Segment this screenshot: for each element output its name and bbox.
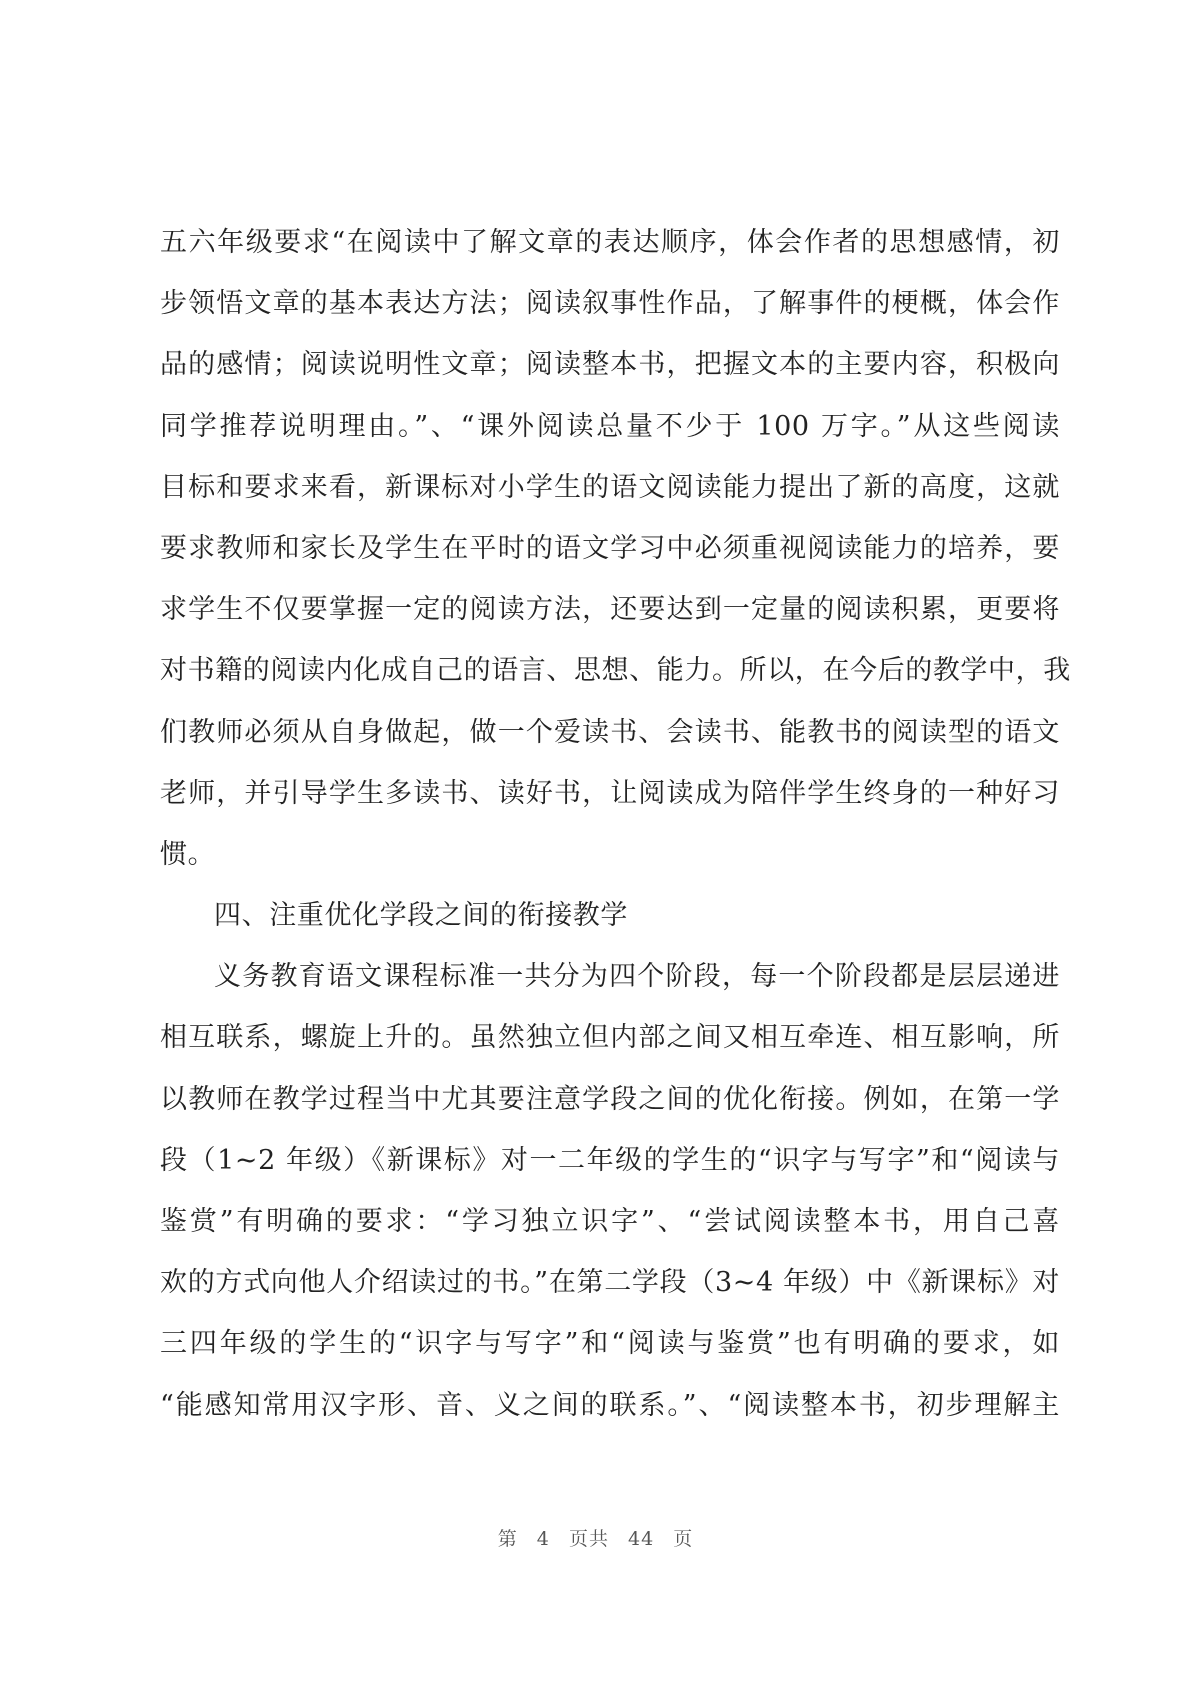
text-line: 惯。 bbox=[160, 838, 216, 870]
text-line: 欢的方式向他人介绍读过的书。”在第二学段（3~4 年级）中《新课标》对 bbox=[160, 1267, 1060, 1299]
text-line: 三四年级的学生的“识字与写字”和“阅读与鉴赏”也有明确的要求，如 bbox=[160, 1328, 1060, 1360]
text-line: 品的感情；阅读说明性文章；阅读整本书，把握文本的主要内容，积极向 bbox=[160, 349, 1060, 381]
text-line: 段（1~2 年级）《新课标》对一二年级的学生的“识字与写字”和“阅读与 bbox=[160, 1144, 1060, 1176]
text-line: 求学生不仅要掌握一定的阅读方法，还要达到一定量的阅读积累，更要将 bbox=[160, 594, 1060, 626]
text-line: 步领悟文章的基本表达方法；阅读叙事性作品，了解事件的梗概，体会作 bbox=[160, 288, 1060, 320]
footer-middle: 页共 bbox=[568, 1528, 609, 1550]
text-line: 目标和要求来看，新课标对小学生的语文阅读能力提出了新的高度，这就 bbox=[160, 471, 1060, 503]
text-line: 义务教育语文课程标准一共分为四个阶段，每一个阶段都是层层递进 bbox=[214, 961, 1060, 993]
footer-prefix: 第 bbox=[497, 1528, 518, 1550]
text-line: 要求教师和家长及学生在平时的语文学习中必须重视阅读能力的培养，要 bbox=[160, 532, 1060, 564]
total-pages-number: 44 bbox=[628, 1528, 655, 1550]
text-line: 相互联系，螺旋上升的。虽然独立但内部之间又相互牵连、相互影响，所 bbox=[160, 1022, 1060, 1054]
text-line: 们教师必须从自身做起，做一个爱读书、会读书、能教书的阅读型的语文 bbox=[160, 716, 1060, 748]
text-line: 鉴赏”有明确的要求：“学习独立识字”、“尝试阅读整本书，用自己喜 bbox=[160, 1206, 1060, 1237]
footer-suffix: 页 bbox=[673, 1528, 694, 1550]
current-page-number: 4 bbox=[536, 1528, 550, 1550]
section-heading: 四、注重优化学段之间的衔接教学 bbox=[214, 900, 628, 932]
text-line: 对书籍的阅读内化成自己的语言、思想、能力。所以，在今后的教学中，我 bbox=[160, 655, 1071, 687]
text-line: 以教师在教学过程当中尤其要注意学段之间的优化衔接。例如，在第一学 bbox=[160, 1083, 1060, 1115]
page-footer bbox=[0, 1524, 1191, 1551]
body-text bbox=[160, 212, 1071, 1436]
text-line: “能感知常用汉字形、音、义之间的联系。”、“阅读整本书，初步理解主 bbox=[160, 1389, 1060, 1421]
text-line: 五六年级要求“在阅读中了解文章的表达顺序，体会作者的思想感情，初 bbox=[160, 227, 1060, 258]
text-line: 老师，并引导学生多读书、读好书，让阅读成为陪伴学生终身的一种好习 bbox=[160, 777, 1060, 809]
text-line: 同学推荐说明理由。”、“课外阅读总量不少于 100 万字。”从这些阅读 bbox=[160, 410, 1060, 442]
